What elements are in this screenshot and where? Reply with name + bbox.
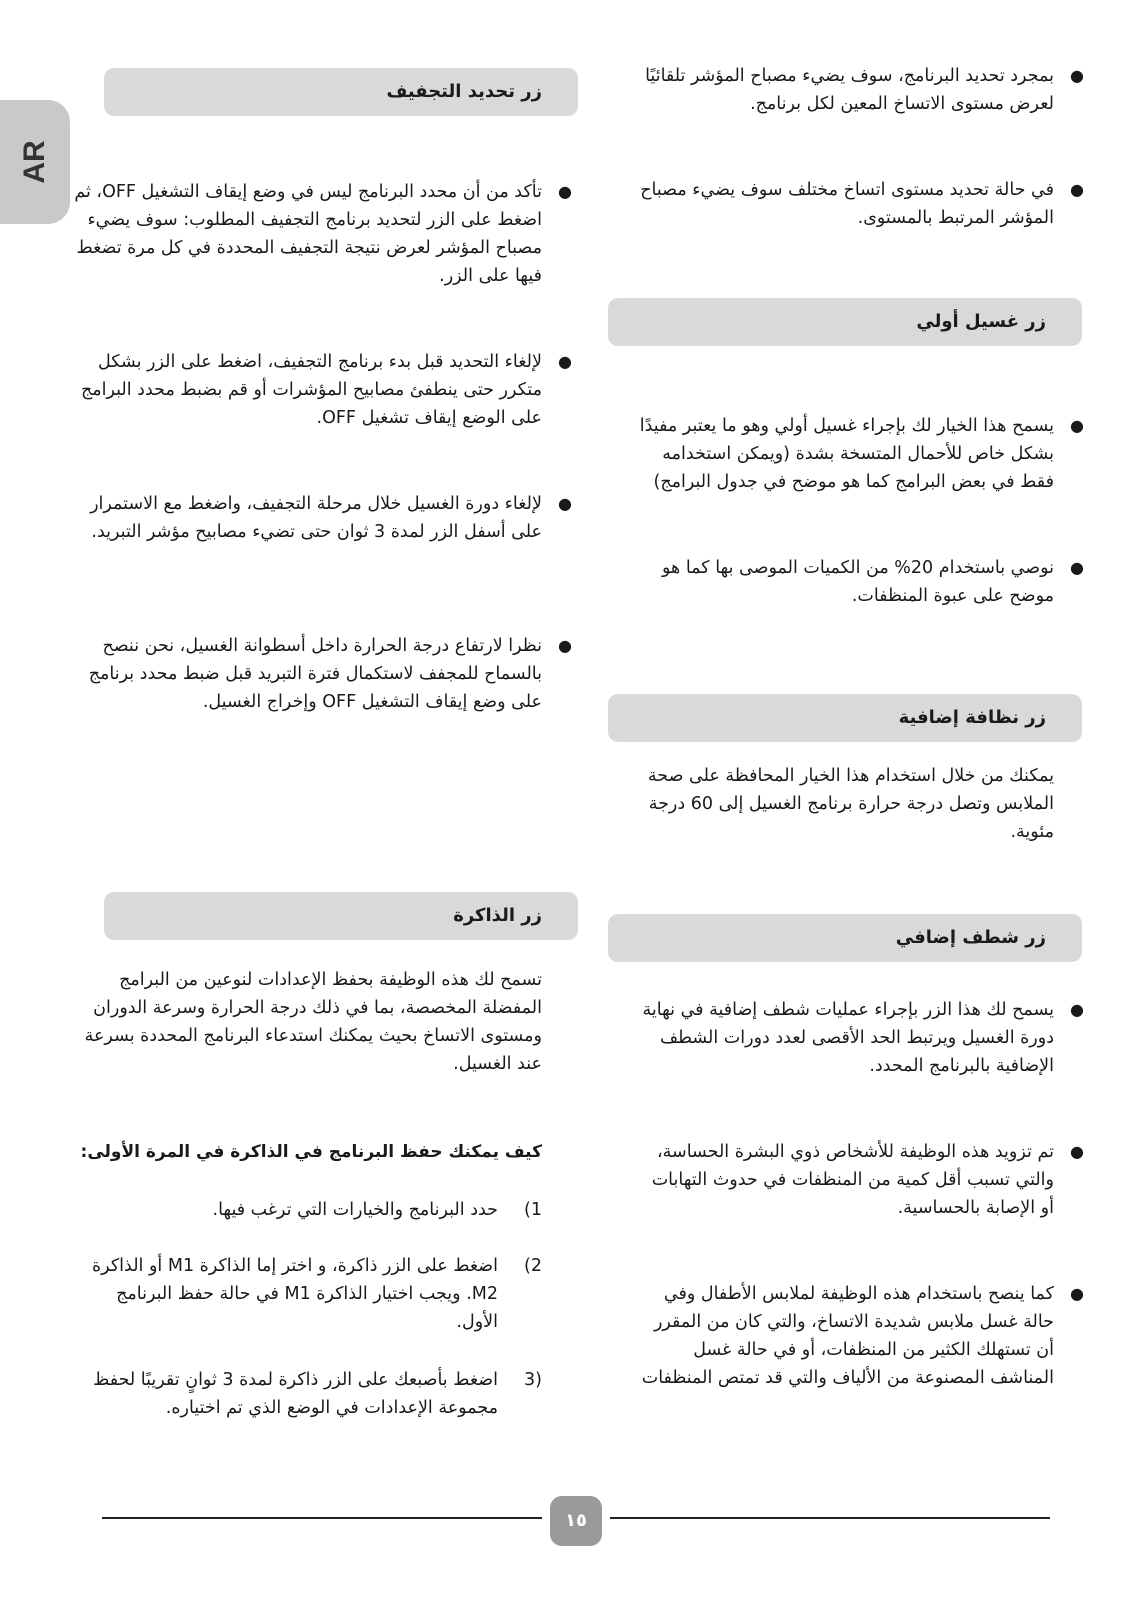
intro-bullet-2: ● في حالة تحديد مستوى اتساخ مختلف سوف يضيء مصباح المؤشر المرتبط بالمستوى. — [634, 176, 1054, 232]
dry-bullet-4: ● نظرا لارتفاع درجة الحرارة داخل أسطوانة الغسيل، نحن ننصح بالسماح للمجفف لاستكمال فترة التبريد قبل ضبط محدد برنامج على وضع إيقاف التشغيل OFF وإخراج الغسيل. — [74, 632, 542, 716]
language-tab-label: AR — [18, 140, 51, 184]
dry-bullet-2: ● لإلغاء التحديد قبل بدء برنامج التجفيف، اضغط على الزر بشكل متكرر حتى ينطفئ مصابيح المؤشرات أو قم بضبط محدد البرامج على الوضع إيقاف تشغيل OFF. — [74, 348, 542, 432]
memory-step-1-number: 1) — [524, 1200, 542, 1220]
dry-header: زر تحديد التجفيف — [104, 68, 578, 116]
memory-header: زر الذاكرة — [104, 892, 578, 940]
memory-step-1-text: حدد البرنامج والخيارات التي ترغب فيها. — [212, 1200, 498, 1220]
footer-rule-right — [610, 1517, 1050, 1519]
extra-rinse-header: زر شطف إضافي — [608, 914, 1082, 962]
dry-bullet-3: ● لإلغاء دورة الغسيل خلال مرحلة التجفيف، واضغط مع الاستمرار على أسفل الزر لمدة 3 ثوان حتى تضيء مصابيح مؤشر التبريد. — [74, 490, 542, 546]
extra-rinse-bullet-1: ● يسمح لك هذا الزر بإجراء عمليات شطف إضافية في نهاية دورة الغسيل ويرتبط الحد الأقصى لعدد دورات الشطف الإضافية بالبرنامج المحدد. — [634, 996, 1054, 1080]
memory-step-3-text: اضغط بأصبعك على الزر ذاكرة لمدة 3 ثوانٍ تقريبًا لحفظ مجموعة الإعدادات في الوضع الذي تم اختياره. — [93, 1370, 498, 1418]
memory-step-2-text: اضغط على الزر ذاكرة، و اختر إما الذاكرة M1 أو الذاكرة M2. ويجب اختيار الذاكرة M1 في حالة حفظ البرنامج الأول. — [92, 1256, 498, 1332]
extra-rinse-bullet-2: ● تم تزويد هذه الوظيفة للأشخاص ذوي البشرة الحساسة، والتي تسبب أقل كمية من المنظفات في حدوث التهابات أو الإصابة بالحساسية. — [634, 1138, 1054, 1222]
memory-text: تسمح لك هذه الوظيفة بحفظ الإعدادات لنوعين من البرامج المفضلة المخصصة، بما في ذلك درجة الحرارة وسرعة الدوران ومستوى الاتساخ بحيث يمكنك استدعاء البرنامج المحددة بسرعة عند الغسيل. — [84, 970, 542, 1074]
extra-rinse-bullet-3: ● كما ينصح باستخدام هذه الوظيفة لملابس الأطفال وفي حالة غسل ملابس شديدة الاتساخ، والتي كان من المقرر أن تستهلك الكثير من المنظفات، أو في حالة غسل المناشف المصنوعة من الألياف والتي قد تمتص المنظفات — [634, 1280, 1054, 1392]
extra-hygiene-header: زر نظافة إضافية — [608, 694, 1082, 742]
prewash-bullet-1: ● يسمح هذا الخيار لك بإجراء غسيل أولي وهو ما يعتبر مفيدًا بشكل خاص للأحمال المتسخة بشدة (ويمكن استخدامه فقط في بعض البرامج كما هو موضح في جدول البرامج) — [634, 412, 1054, 496]
intro-bullet-1: ● بمجرد تحديد البرنامج، سوف يضيء مصباح المؤشر تلقائيًا لعرض مستوى الاتساخ المعين لكل برنامج. — [634, 62, 1054, 118]
extra-hygiene-text: يمكنك من خلال استخدام هذا الخيار المحافظة على صحة الملابس وتصل درجة حرارة برنامج الغسيل إلى 60 درجة مئوية. — [647, 766, 1054, 842]
language-tab — [0, 100, 70, 224]
prewash-header: زر غسيل أولي — [608, 298, 1082, 346]
dry-bullet-1: ● تأكد من أن محدد البرنامج ليس في وضع إيقاف التشغيل OFF، ثم اضغط على الزر لتحديد برنامج التجفيف المطلوب: سوف يضيء مصباح المؤشر لعرض نتيجة التجفيف المحددة في كل مرة تضغط فيها على الزر. — [74, 178, 542, 290]
memory-step-3-number: (3 — [524, 1370, 542, 1390]
footer-rule-left — [102, 1517, 542, 1519]
prewash-bullet-2: ● نوصي باستخدام 20% من الكميات الموصى بها كما هو موضح على عبوة المنظفات. — [634, 554, 1054, 610]
memory-step-2-number: 2) — [524, 1256, 542, 1276]
memory-subtitle: كيف يمكنك حفظ البرنامج في الذاكرة في المرة الأولى: — [80, 1142, 542, 1162]
page-number: ١٥ — [550, 1496, 602, 1546]
